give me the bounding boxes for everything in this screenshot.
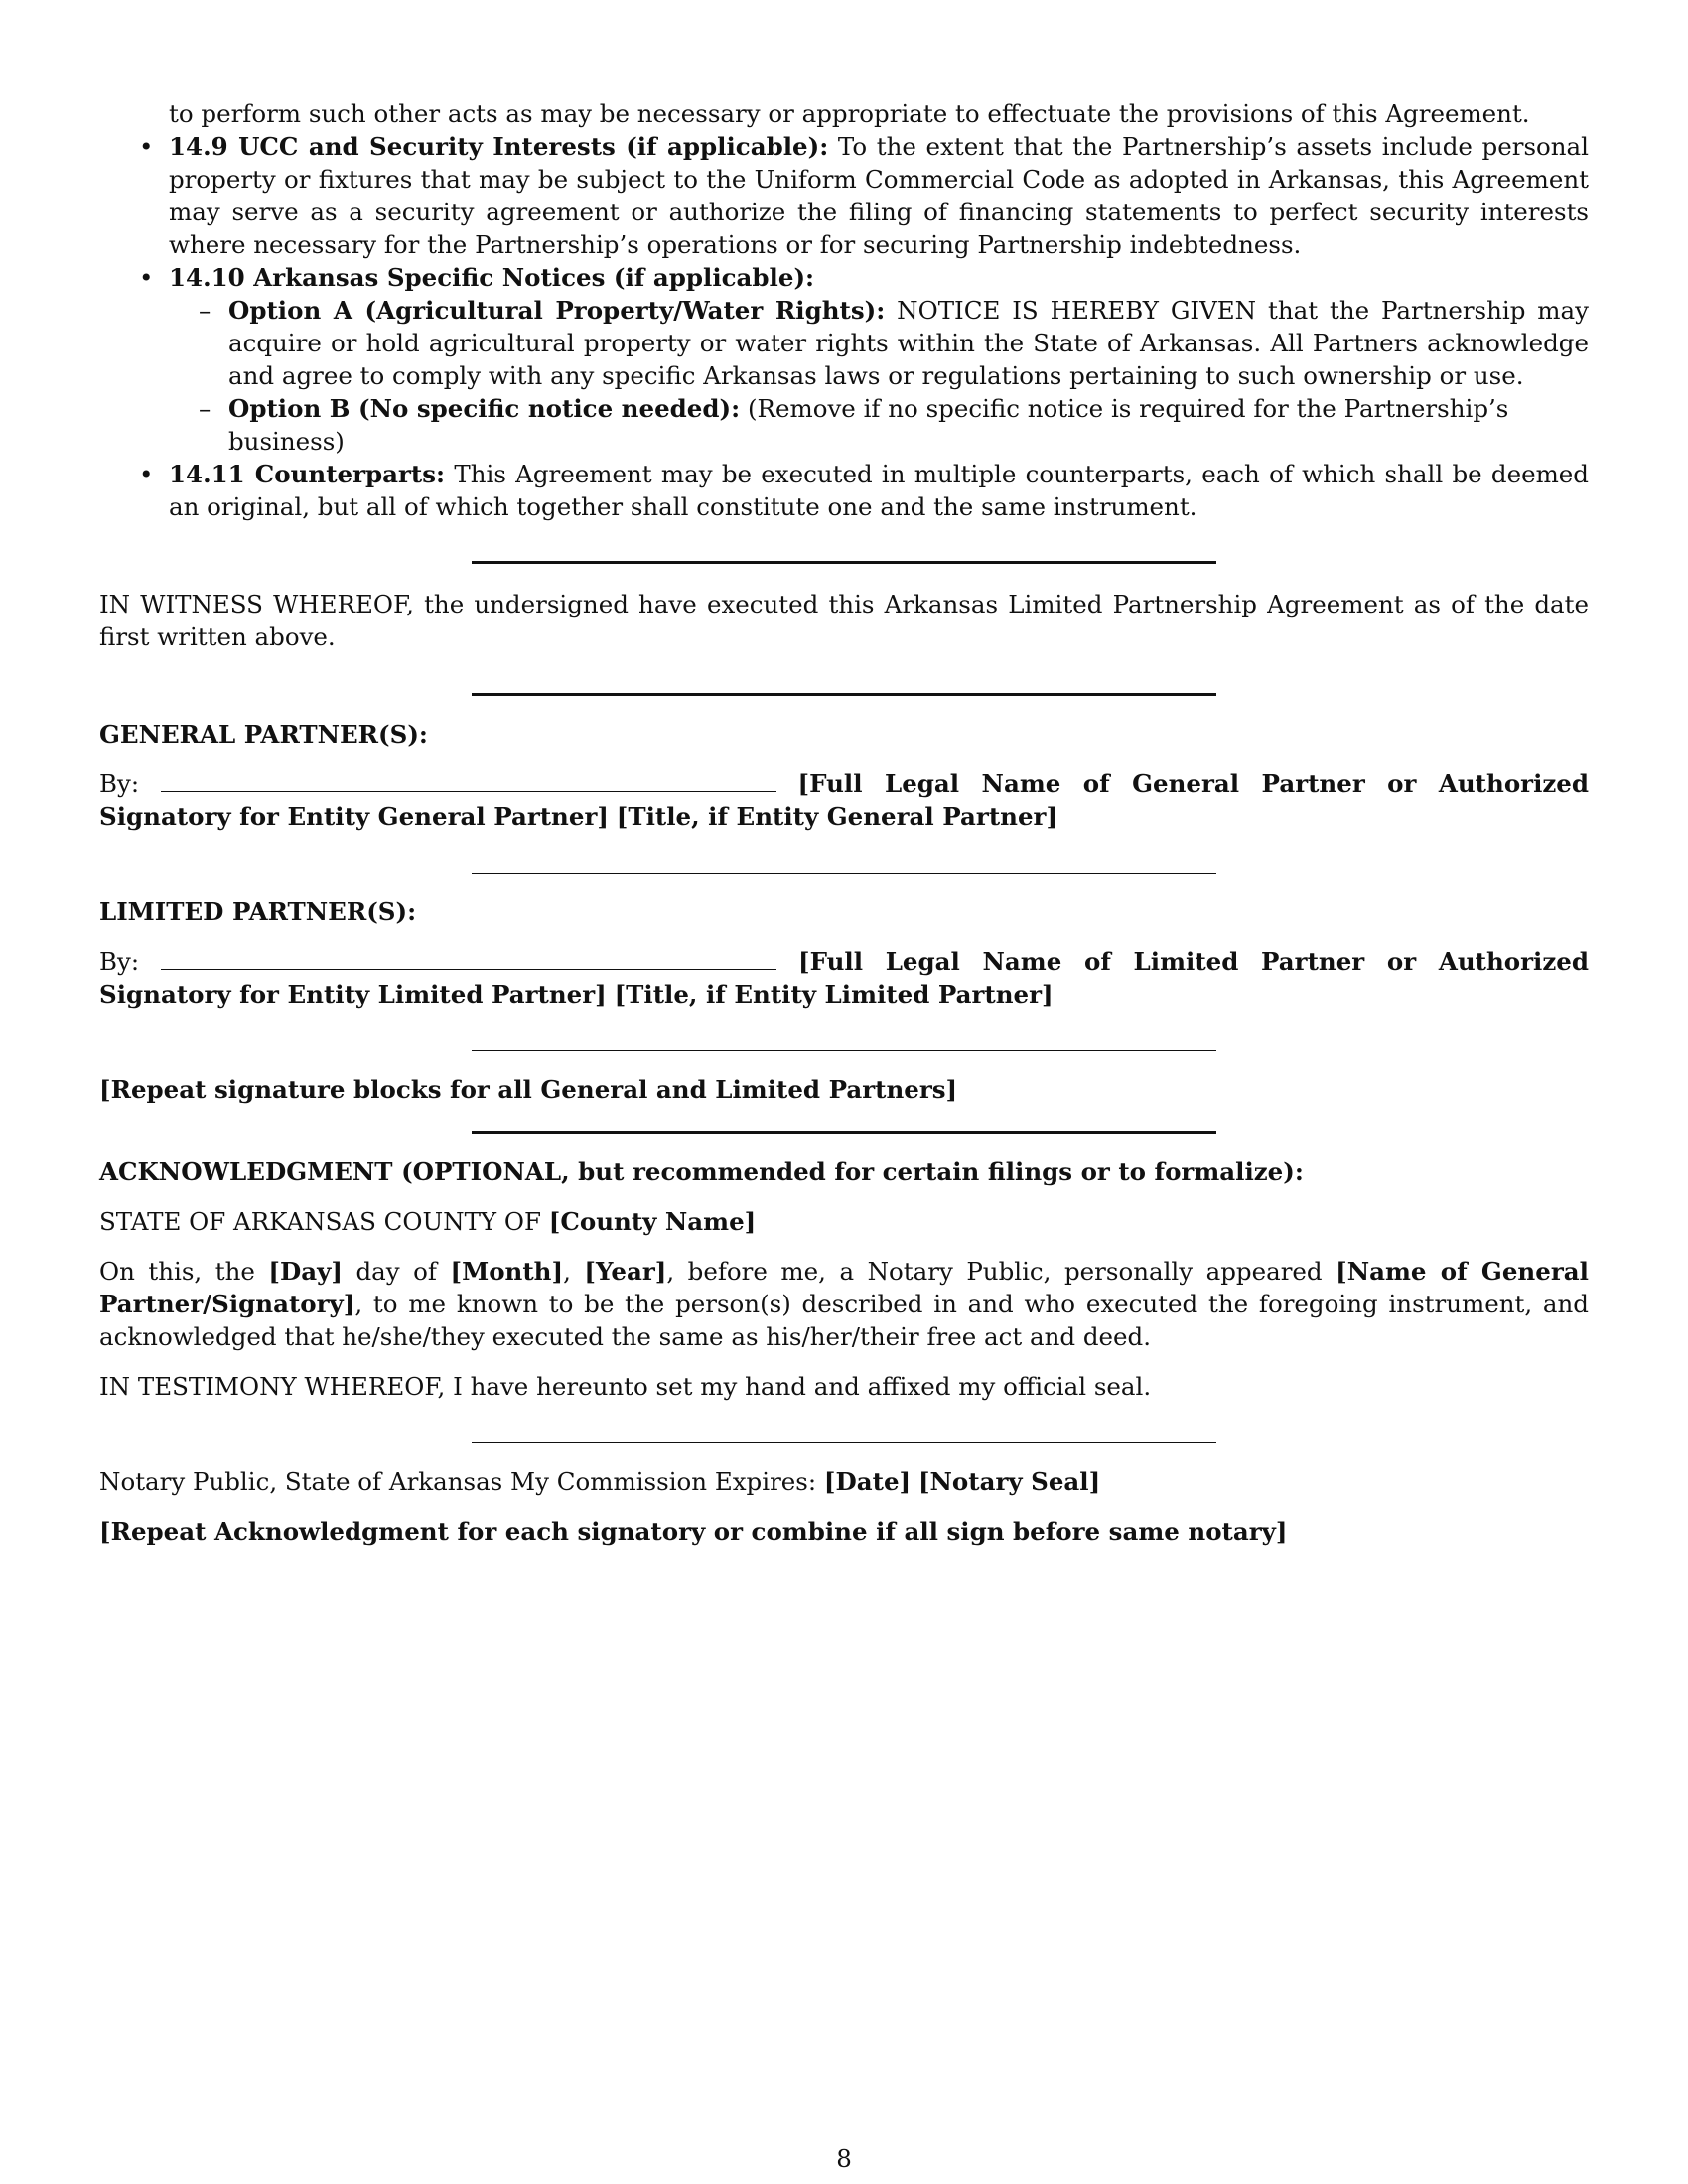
dash-icon: – — [199, 394, 211, 423]
ack-text-on-this: On this, the — [99, 1257, 255, 1286]
month-placeholder: [Month] — [450, 1257, 564, 1286]
notary-text: Notary Public, State of Arkansas My Commission Expires: — [99, 1467, 817, 1496]
notary-line — [99, 1465, 1589, 1498]
general-partners-heading: GENERAL PARTNER(S): — [99, 720, 428, 749]
limited-partner-signature-line[interactable] — [161, 945, 776, 970]
ack-comma: , — [563, 1257, 571, 1286]
divider — [472, 1131, 1216, 1134]
limited-partner-title-placeholder: [Title, if Entity Limited Partner] — [614, 980, 1054, 1009]
name-signatory-placeholder: [Name of General Partner/Signatory] — [99, 1257, 1589, 1318]
ucc-title: 14.9 UCC and Security Interests (if applicable): — [169, 132, 829, 161]
county-placeholder: [County Name] — [548, 1207, 757, 1236]
acknowledgment-heading: ACKNOWLEDGMENT (OPTIONAL, but recommended for certain filings or to formalize): — [99, 1158, 1304, 1186]
option-a-text: NOTICE IS HEREBY GIVEN that the Partnership may acquire or hold agricultural property or water rights within the State of Arkansas. All Partners acknowledge and agree to comply with any specific Arkansas laws or regulations pertaining to such ownership or use. — [228, 296, 1589, 390]
option-b — [169, 392, 1589, 458]
ack-text-rest: , to me known to be the person(s) described in and who executed the foregoing instrument, and acknowledged that he/she/they executed the same as his/her/their free act and deed. — [99, 1290, 1589, 1351]
repeat-acknowledgment-note: [Repeat Acknowledgment for each signatory or combine if all sign before same notary] — [99, 1517, 1288, 1546]
notices-title: 14.10 Arkansas Specific Notices (if applicable): — [169, 263, 815, 292]
provisions-list — [99, 130, 1589, 523]
notary-signature-line[interactable] — [472, 1442, 1216, 1443]
counterparts-text: This Agreement may be executed in multiple counterparts, each of which shall be deemed an original, but all of which together shall constitute one and the same instrument. — [169, 460, 1589, 521]
witness-text: IN WITNESS WHEREOF, the undersigned have executed this Arkansas Limited Partnership Agreement as of the date first written above. — [99, 590, 1589, 651]
option-a — [169, 294, 1589, 392]
counterparts-title: 14.11 Counterparts: — [169, 460, 446, 488]
bullet-icon: • — [139, 263, 154, 292]
state-county-line — [99, 1205, 1589, 1238]
divider — [472, 1050, 1216, 1051]
day-placeholder: [Day] — [268, 1257, 343, 1286]
bullet-icon: • — [139, 132, 154, 161]
date-placeholder: [Date] — [823, 1467, 912, 1496]
list-item-counterparts — [99, 458, 1589, 523]
notices-options — [169, 294, 1589, 458]
document-page — [99, 97, 1589, 1548]
acknowledgment-paragraph — [99, 1255, 1589, 1353]
general-partner-signature-line[interactable] — [161, 767, 776, 792]
list-item-ucc — [99, 130, 1589, 261]
general-partner-signature-block — [99, 767, 1589, 833]
by-label: By: — [99, 947, 140, 976]
divider — [472, 693, 1216, 696]
dash-icon: – — [199, 296, 211, 325]
repeat-signatures-note: [Repeat signature blocks for all General and Limited Partners] — [99, 1075, 958, 1104]
by-label: By: — [99, 769, 140, 798]
option-b-text: (Remove if no specific notice is required for the Partnership’s business) — [228, 394, 1509, 456]
limited-partners-heading: LIMITED PARTNER(S): — [99, 897, 417, 926]
option-a-title: Option A (Agricultural Property/Water Rights): — [228, 296, 886, 325]
general-partner-title-placeholder: [Title, if Entity General Partner] — [616, 802, 1058, 831]
divider — [472, 873, 1216, 874]
continuation-text: to perform such other acts as may be necessary or appropriate to effectuate the provisions of this Agreement. — [169, 99, 1530, 128]
state-county-text: STATE OF ARKANSAS COUNTY OF — [99, 1207, 541, 1236]
general-partner-name-placeholder: [Full Legal Name of General Partner or Authorized Signatory for Entity General Partner] — [99, 769, 1590, 831]
option-b-title: Option B (No specific notice needed): — [228, 394, 741, 423]
page-number: 8 — [836, 2144, 852, 2173]
ucc-text: To the extent that the Partnership’s assets include personal property or fixtures that may be subject to the Uniform Commercial Code as adopted in Arkansas, this Agreement may serve as a security agreement or authorize the filing of financing statements to perfect security interests where necessary for the Partnership’s operations or for securing Partnership indebtedness. — [169, 132, 1589, 259]
ack-text-before: , before me, a Notary Public, personally appeared — [666, 1257, 1323, 1286]
divider — [472, 561, 1216, 564]
bullet-icon: • — [139, 460, 154, 488]
testimony-text: IN TESTIMONY WHEREOF, I have hereunto set my hand and affixed my official seal. — [99, 1372, 1152, 1401]
year-placeholder: [Year] — [584, 1257, 667, 1286]
list-item-notices — [99, 261, 1589, 458]
notary-seal-placeholder: [Notary Seal] — [917, 1467, 1101, 1496]
limited-partner-signature-block — [99, 945, 1589, 1011]
ack-text-day-of: day of — [355, 1257, 437, 1286]
limited-partner-name-placeholder: [Full Legal Name of Limited Partner or Authorized Signatory for Entity Limited Partner] — [99, 947, 1589, 1009]
